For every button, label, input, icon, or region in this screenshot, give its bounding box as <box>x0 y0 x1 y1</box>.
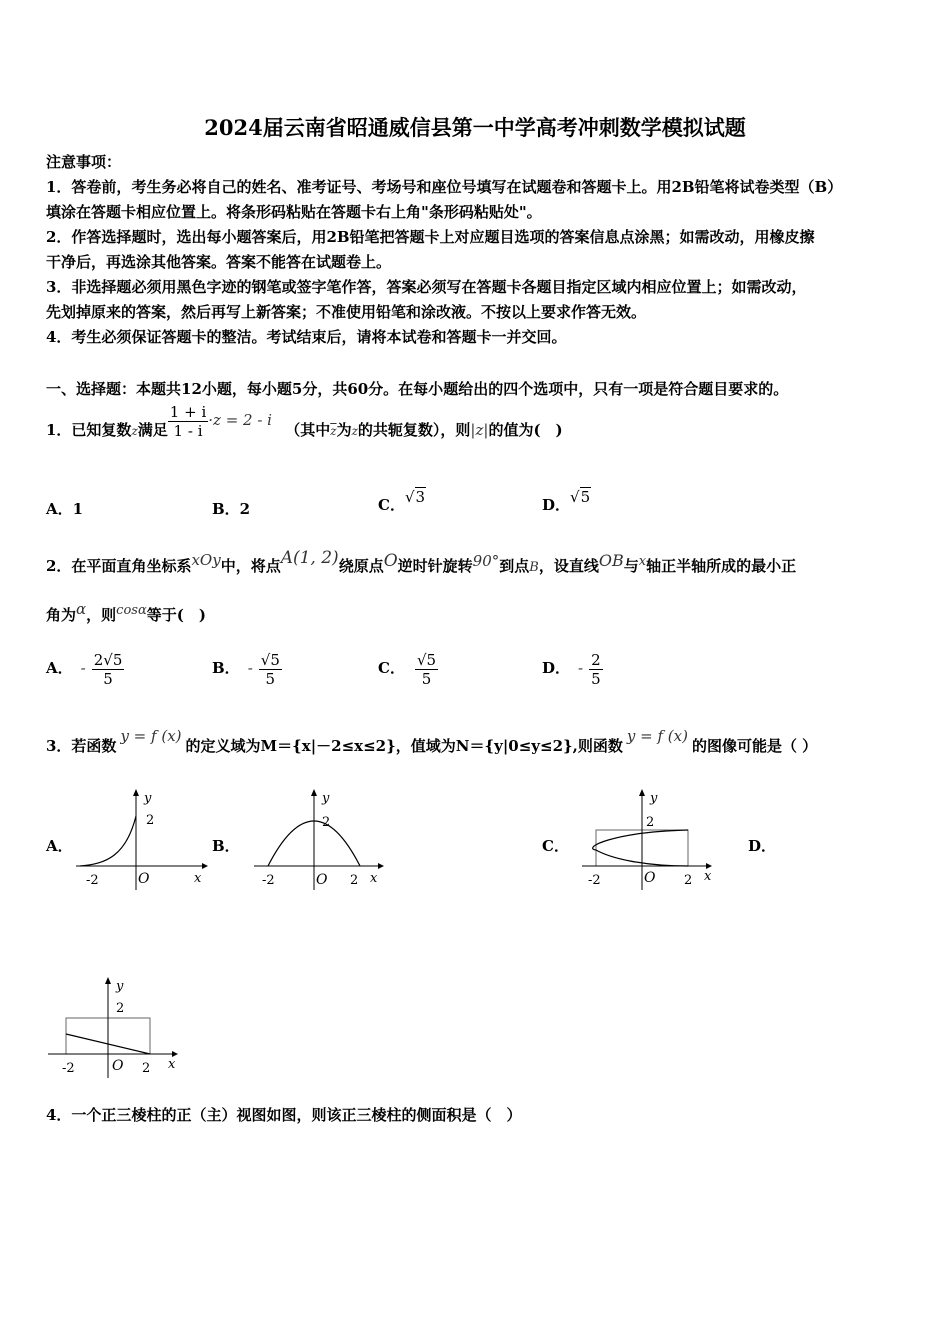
question-2-line-1 <box>46 550 796 584</box>
tick-label: 2 <box>146 813 155 828</box>
origin-label: O <box>138 871 150 887</box>
q1-frac-den: 1 - i <box>173 421 203 440</box>
q2-text: ，则 <box>86 606 117 624</box>
q2-option-a-sign: - <box>80 659 86 677</box>
q1-option-d-label: D． <box>542 496 571 514</box>
q2-option-d-sign: - <box>578 659 584 677</box>
q1-option-c-radicand: 3 <box>415 488 426 506</box>
q3-option-b[interactable]: B． <box>212 837 240 855</box>
q2-text: 轴正半轴所成的最小正 <box>646 557 797 575</box>
q2-point-b: B <box>529 560 539 575</box>
tick-label: 2 <box>142 1061 151 1076</box>
q2-option-d-label: D． <box>542 659 571 677</box>
question-3 <box>46 727 818 762</box>
q1-frac-num: 1 + i <box>169 402 207 421</box>
q2-text: 2．在平面直角坐标系 <box>46 557 192 575</box>
tick-label: 2 <box>116 1001 125 1016</box>
question-4: 4．一个正三棱柱的正（主）视图如图，则该正三棱柱的侧面积是（ ） <box>46 1106 522 1124</box>
q2-option-c[interactable] <box>378 648 438 688</box>
y-axis-arrow <box>105 977 111 984</box>
q1-prefix: 1．已知复数 <box>46 421 132 439</box>
q2-origin: O <box>383 551 398 571</box>
x-label: x <box>704 869 712 884</box>
origin-label: O <box>316 872 328 888</box>
q2-option-a-den: 5 <box>103 669 113 688</box>
notes-line: 先划掉原来的答案，然后再写上新答案；不准使用铅笔和涂改液。不按以上要求作答无效。 <box>46 303 647 321</box>
q2-option-b-num: √5 <box>260 650 280 669</box>
q2-text: 角为 <box>46 606 77 624</box>
x-axis-arrow <box>378 863 384 869</box>
q2-option-c-label: C． <box>378 659 405 677</box>
q3-graph-c[interactable] <box>582 786 718 892</box>
q1-option-c-sqrt: √3 <box>404 488 426 506</box>
x-axis-arrow <box>202 863 208 869</box>
q2-option-d-den: 5 <box>591 669 601 688</box>
q2-option-c-den: 5 <box>421 669 432 688</box>
q2-degrees: 90° <box>472 552 500 570</box>
q1-option-a[interactable]: A．1 <box>46 500 84 518</box>
q1-paren: （其中 <box>285 421 331 439</box>
x-label: x <box>370 871 378 886</box>
tick-label: 2 <box>322 815 331 830</box>
q2-option-b-sign: - <box>247 659 253 677</box>
question-1 <box>46 402 563 451</box>
q2-text: 逆时针旋转 <box>397 557 473 575</box>
q3-option-c[interactable]: C． <box>542 837 569 855</box>
q2-option-a-num: 2√5 <box>93 650 123 669</box>
y-label: y <box>144 791 152 806</box>
y-axis-arrow <box>311 789 317 796</box>
q2-option-a-frac <box>92 651 125 688</box>
q3-function: y = f (x) <box>120 727 182 745</box>
q1-is: 为 <box>336 421 352 439</box>
q2-text: 中，将点 <box>220 557 281 575</box>
x-label: x <box>168 1057 176 1072</box>
q1-option-b[interactable]: B．2 <box>212 500 251 518</box>
q2-point-a: A(1, 2) <box>280 548 339 568</box>
section-heading: 一、选择题：本题共12小题，每小题5分，共60分。在每小题给出的四个选项中，只有一项是符合题目要求的。 <box>46 380 789 398</box>
origin-label: O <box>644 870 656 886</box>
q2-option-b-den: 5 <box>265 669 276 688</box>
q1-eq-rest: ·z = 2 - i <box>208 411 272 429</box>
q2-option-a[interactable] <box>46 648 124 688</box>
q3-graph-d[interactable] <box>48 974 184 1080</box>
q2-option-b[interactable] <box>212 648 282 688</box>
q1-var-z: z <box>131 424 138 438</box>
q3-option-a[interactable]: A． <box>46 837 73 855</box>
curve <box>80 816 136 866</box>
q2-option-b-label: B． <box>212 659 240 677</box>
q1-fraction <box>168 403 208 440</box>
q2-line-ob: OB <box>598 551 624 570</box>
page-title: 2024届云南省昭通威信县第一中学高考冲刺数学模拟试题 <box>204 115 746 140</box>
q3-graph-a[interactable] <box>76 786 210 892</box>
notes-line: 干净后，再选涂其他答案。答案不能答在试题卷上。 <box>46 253 392 271</box>
q1-z2: z <box>351 424 358 438</box>
notes-line: 3．非选择题必须用黑色字迹的钢笔或签字笔作答，答案必须写在答题卡各题目指定区域内相应位置上；如需改动， <box>46 278 807 296</box>
q2-text: ，设直线 <box>538 557 599 575</box>
q2-option-b-frac <box>259 651 282 688</box>
q2-option-d[interactable] <box>542 648 603 688</box>
q2-option-c-frac <box>415 651 438 688</box>
y-axis-arrow <box>133 789 139 796</box>
y-label: y <box>650 791 658 806</box>
q2-cos: cosα <box>116 603 147 618</box>
tick-label: 2 <box>350 873 359 888</box>
notes-line: 2．作答选择题时，选出每小题答案后，用2B铅笔把答题卡上对应题目选项的答案信息点涂黑；如需改动，用橡皮擦 <box>46 228 815 246</box>
notes-line: 1．答卷前，考生务必将自己的姓名、准考证号、考场号和座位号填写在试题卷和答题卡上。用2B铅笔将试卷类型（B） <box>46 178 843 196</box>
q2-option-a-label: A． <box>46 659 73 677</box>
tick-label: 2 <box>646 815 655 830</box>
tick-label: -2 <box>62 1061 75 1076</box>
notes-line: 填涂在答题卡相应位置上。将条形码粘贴在答题卡右上角"条形码粘贴处"。 <box>46 203 542 221</box>
tick-label: -2 <box>86 873 99 888</box>
y-label: y <box>322 791 330 806</box>
q1-option-d-sqrt: √5 <box>570 488 591 506</box>
q2-option-d-num: 2 <box>591 650 601 669</box>
notes-heading: 注意事项： <box>46 153 122 171</box>
tick-label: -2 <box>588 873 601 888</box>
y-axis-arrow <box>639 789 645 796</box>
q3-text: 3．若函数 <box>46 737 117 755</box>
x-label: x <box>194 871 202 886</box>
y-label: y <box>116 979 124 994</box>
q1-option-d-radicand: 5 <box>580 488 591 506</box>
tick-label: 2 <box>684 873 693 888</box>
q2-alpha: α <box>76 600 87 618</box>
q3-text: 的图像可能是（ ） <box>691 737 818 755</box>
q3-function: y = f (x) <box>626 727 688 745</box>
q2-text: 等于( ) <box>146 606 206 624</box>
q1-absz: |z| <box>470 421 489 439</box>
q1-option-c-label: C． <box>378 496 405 514</box>
q2-xoy: xOy <box>191 551 221 569</box>
q2-text: 到点 <box>499 557 530 575</box>
q3-option-d[interactable]: D． <box>748 837 777 855</box>
q3-graph-b[interactable] <box>254 786 390 892</box>
q1-satisfy: 满足 <box>137 421 168 439</box>
question-2-line-2 <box>46 600 206 632</box>
q1-zbar: $\overline{z}$ <box>330 424 337 438</box>
q2-text: 绕原点 <box>338 557 384 575</box>
tick-label: -2 <box>262 873 275 888</box>
q2-text: 与 <box>623 557 639 575</box>
origin-label: O <box>112 1058 124 1074</box>
curve <box>593 830 688 866</box>
q1-value: 的值为( ) <box>488 421 563 439</box>
q3-text: 的定义域为M＝{x|－2≤x≤2}，值域为N＝{y|0≤y≤2},则函数 <box>185 737 623 755</box>
q2-option-d-frac <box>589 651 603 688</box>
notes-line: 4．考生必须保证答题卡的整洁。考试结束后，请将本试卷和答题卡一并交回。 <box>46 328 567 346</box>
q2-option-c-num: √5 <box>416 650 437 669</box>
q2-x: x <box>638 554 647 569</box>
q1-conj: 的共轭复数），则 <box>357 421 471 439</box>
q1-option-c[interactable] <box>378 490 426 520</box>
q1-option-d[interactable] <box>542 490 591 520</box>
